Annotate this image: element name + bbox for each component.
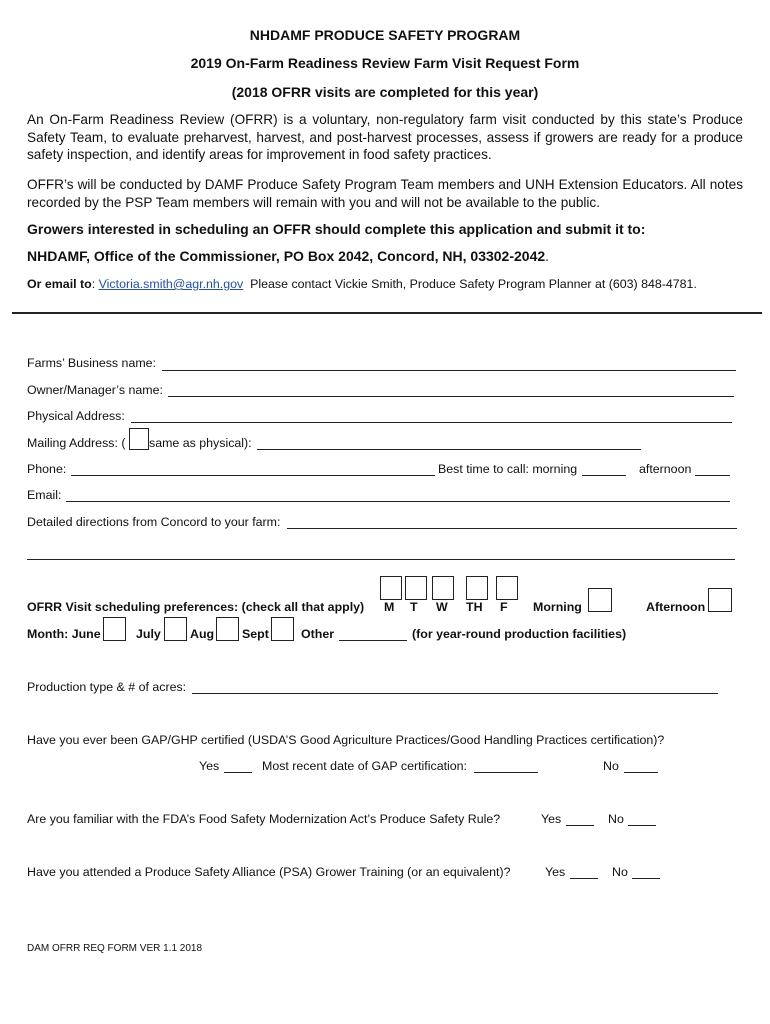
fsma-question: Are you familiar with the FDA’s Food Safety Modernization Act’s Produce Safety Rule? (27, 812, 501, 826)
program-title: NHDAMF PRODUCE SAFETY PROGRAM (249, 27, 521, 43)
directions-label: Detailed directions from Concord to your farm: (27, 515, 281, 529)
morning-label: Morning (533, 600, 582, 614)
email-link[interactable]: Victoria.smith@agr.nh.gov (98, 277, 244, 291)
email-field-label: Email: (27, 488, 62, 502)
best-time-morning-field[interactable] (582, 475, 626, 476)
contact-text: Please contact Vickie Smith, Produce Safety Program Planner at (603) 848-4781. (250, 277, 697, 291)
scheduling-label: OFRR Visit scheduling preferences: (check all that apply) (27, 600, 365, 614)
july-checkbox[interactable] (164, 617, 187, 641)
gap-no-field[interactable] (624, 772, 658, 773)
psa-no-label: No (612, 865, 628, 879)
day-t-label: T (410, 600, 418, 614)
production-label: Production type & # of acres: (27, 680, 187, 694)
psa-question: Have you attended a Produce Safety Alliance (PSA) Grower Training (or an equivalent)? (27, 865, 511, 879)
same-as-physical-label: same as physical): (149, 436, 252, 450)
gap-date-field[interactable] (474, 772, 538, 773)
production-field[interactable] (192, 693, 718, 694)
form-title: 2019 On-Farm Readiness Review Farm Visit Request Form (190, 55, 580, 71)
day-f-checkbox[interactable] (496, 576, 518, 600)
form-note: (2018 OFRR visits are completed for this year) (231, 84, 539, 100)
best-time-afternoon-label: afternoon (639, 462, 692, 476)
email-line (27, 277, 697, 291)
june-checkbox[interactable] (103, 617, 126, 641)
form-version: DAM OFRR REQ FORM VER 1.1 2018 (27, 943, 203, 954)
physical-address-field[interactable] (131, 422, 732, 423)
sept-label: Sept (242, 627, 269, 641)
day-th-label: TH (466, 600, 483, 614)
offr-paragraph: OFFR’s will be conducted by DAMF Produce Safety Program Team members and UNH Extension Educators. All notes recorded by the PSP Team members will remain with you and will not be available to the public. (27, 177, 743, 210)
gap-date-label: Most recent date of GAP certification: (262, 759, 468, 773)
best-time-afternoon-field[interactable] (695, 475, 730, 476)
sept-checkbox[interactable] (271, 617, 294, 641)
day-w-checkbox[interactable] (432, 576, 454, 600)
phone-label: Phone: (27, 462, 67, 476)
fsma-yes-field[interactable] (566, 825, 594, 826)
afternoon-checkbox[interactable] (708, 588, 732, 612)
month-june-label: Month: June (27, 627, 101, 641)
office-address: NHDAMF, Office of the Commissioner, PO Box 2042, Concord, NH, 03302-2042 (27, 248, 546, 264)
fsma-no-field[interactable] (628, 825, 656, 826)
fsma-yes-label: Yes (541, 812, 562, 826)
address-period: . (545, 248, 550, 264)
email-label: Or email to (27, 277, 92, 291)
morning-checkbox[interactable] (588, 588, 612, 612)
afternoon-pref-label: Afternoon (646, 600, 706, 614)
submit-heading: Growers interested in scheduling an OFFR should complete this application and submit it to: (27, 221, 646, 237)
intro-paragraph: An On-Farm Readiness Review (OFRR) is a voluntary, non-regulatory farm visit conducted by this state’s Produce Safety Team, to evaluate preharvest, harvest, and post-harvest processes, assess if growers are ready for a produce safety inspection, and identify areas for improvement in food safety practices. (27, 112, 743, 162)
phone-field[interactable] (71, 475, 435, 476)
directions-field[interactable] (287, 528, 737, 529)
day-t-checkbox[interactable] (405, 576, 427, 600)
gap-question: Have you ever been GAP/GHP certified (USDA’S Good Agriculture Practices/Good Handling Practices certification)? (27, 733, 665, 747)
best-time-morning-label: Best time to call: morning (438, 462, 578, 476)
mailing-address-line (27, 248, 549, 264)
email-colon: : (91, 277, 96, 291)
day-f-label: F (500, 600, 508, 614)
other-label: Other (301, 627, 335, 641)
gap-yes-field[interactable] (224, 772, 252, 773)
physical-address-label: Physical Address: (27, 409, 125, 423)
mailing-address-field[interactable] (257, 449, 641, 450)
day-m-checkbox[interactable] (380, 576, 402, 600)
same-as-physical-checkbox[interactable] (129, 428, 149, 450)
other-month-field[interactable] (339, 640, 407, 641)
owner-name-field[interactable] (168, 396, 734, 397)
day-m-label: M (384, 600, 395, 614)
day-w-label: W (436, 600, 448, 614)
psa-yes-label: Yes (545, 865, 566, 879)
psa-yes-field[interactable] (570, 878, 598, 879)
gap-yes-label: Yes (199, 759, 220, 773)
owner-name-label: Owner/Manager’s name: (27, 383, 163, 397)
july-label: July (136, 627, 161, 641)
business-name-label: Farms’ Business name: (27, 356, 156, 370)
business-name-field[interactable] (162, 370, 736, 371)
aug-checkbox[interactable] (216, 617, 239, 641)
mailing-address-label: Mailing Address: ( (27, 436, 126, 450)
aug-label: Aug (190, 627, 215, 641)
directions-field-line-2[interactable] (27, 559, 735, 560)
day-th-checkbox[interactable] (466, 576, 488, 600)
other-note: (for year-round production facilities) (412, 627, 627, 641)
fsma-no-label: No (608, 812, 624, 826)
email-field[interactable] (66, 501, 730, 502)
psa-no-field[interactable] (632, 878, 660, 879)
gap-no-label: No (603, 759, 619, 773)
section-divider (12, 312, 762, 314)
